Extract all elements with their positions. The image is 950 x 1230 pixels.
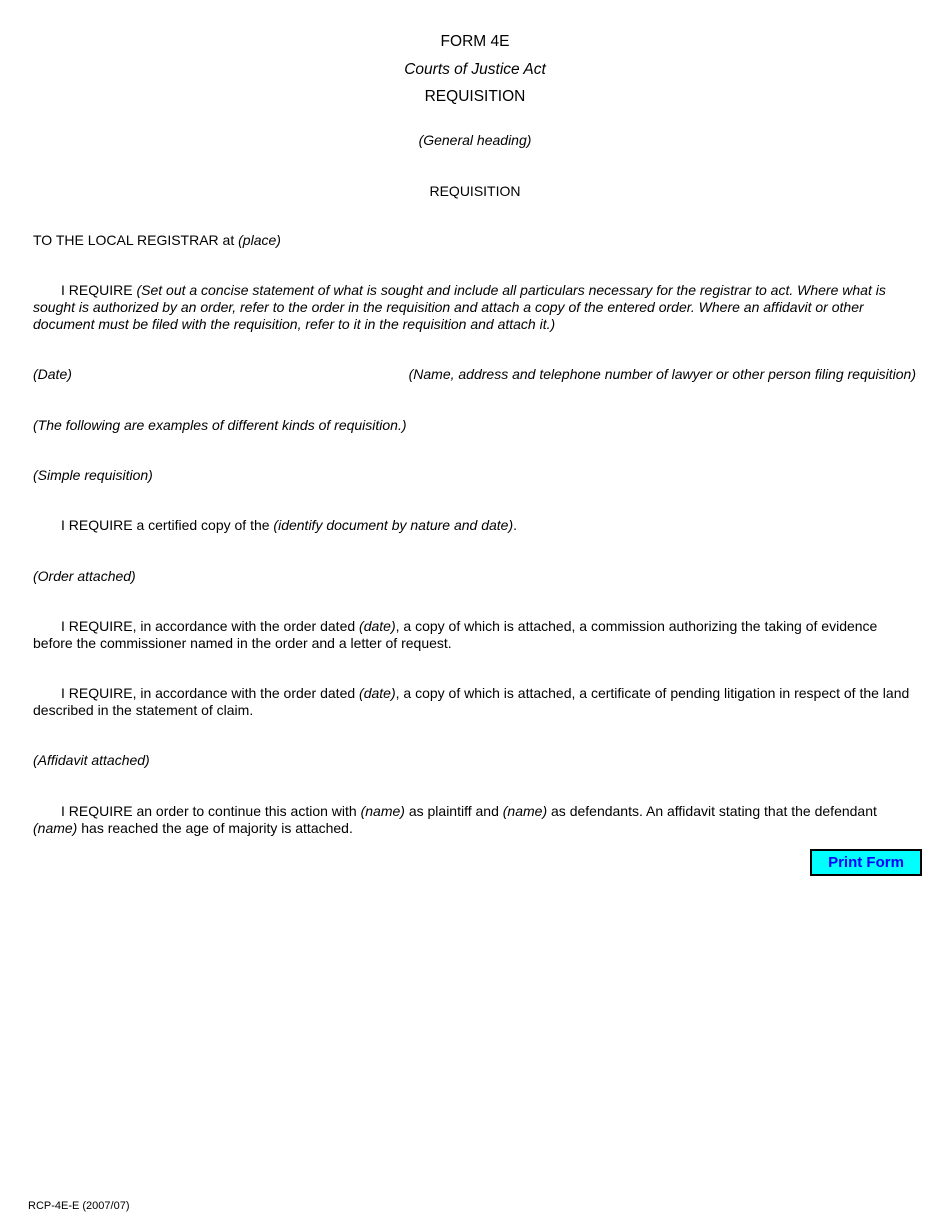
simple-text-2: . [513,517,518,533]
print-form-button[interactable]: Print Form [810,849,922,876]
plaintiff-name-placeholder: (name) [360,803,405,819]
main-requisition-instructions: (Set out a concise statement of what is sought and include all particulars necessary for the registrar to act. Where what is sought is authorized by an order, refer to the order in the requisition and attach a copy of the entered order. Where an affidavit or other document must be filed with the requisition, refer to it in the requisition and attach it.) [33,282,886,332]
defendant-name-placeholder: (name) [33,820,78,836]
form-title: REQUISITION [424,88,526,105]
order-example-1-text-1: I REQUIRE, in accordance with the order dated [61,618,360,634]
order-example-commission [33,618,913,652]
affidavit-text-3: as defendants. An affidavit stating that the defendant [547,803,877,819]
simple-requisition-heading: (Simple requisition) [33,467,153,483]
general-heading: (General heading) [418,132,532,148]
order-example-1-text-2: , a copy of which is attached, a commission authorizing the taking of evidence before the commissioner named in the order and a letter of request. [33,618,878,651]
order-date-placeholder: (date) [359,685,396,701]
form-code-footer: RCP-4E-E (2007/07) [28,1200,130,1212]
examples-intro: (The following are examples of different kinds of requisition.) [33,417,407,433]
affidavit-text-2: as plaintiff and [404,803,503,819]
act-name: Courts of Justice Act [404,61,546,78]
affidavit-attached-heading: (Affidavit attached) [33,752,150,768]
affidavit-text-4: has reached the age of majority is attached. [77,820,353,836]
affidavit-example [33,803,913,837]
order-example-certificate [33,685,913,719]
place-placeholder: (place) [238,232,281,248]
document-title: REQUISITION [429,183,521,199]
filer-placeholder: (Name, address and telephone number of lawyer or other person filing requisition) [408,366,916,382]
form-number: FORM 4E [440,33,510,50]
order-date-placeholder: (date) [359,618,396,634]
simple-text-1: I REQUIRE a certified copy of the [61,517,274,533]
main-requisition-paragraph [33,282,913,333]
registrar-line [33,232,913,249]
order-example-2-text-2: , a copy of which is attached, a certificate of pending litigation in respect of the land described in the statement of claim. [33,685,910,718]
order-example-2-text-1: I REQUIRE, in accordance with the order dated [61,685,360,701]
simple-requisition-example [33,517,913,534]
document-placeholder: (identify document by nature and date) [273,517,514,533]
order-attached-heading: (Order attached) [33,568,136,584]
main-requisition-lead: I REQUIRE [61,282,137,298]
date-placeholder: (Date) [33,366,72,382]
affidavit-text-1: I REQUIRE an order to continue this action with [61,803,361,819]
defendants-name-placeholder: (name) [502,803,548,819]
registrar-prefix: TO THE LOCAL REGISTRAR at [33,232,239,248]
